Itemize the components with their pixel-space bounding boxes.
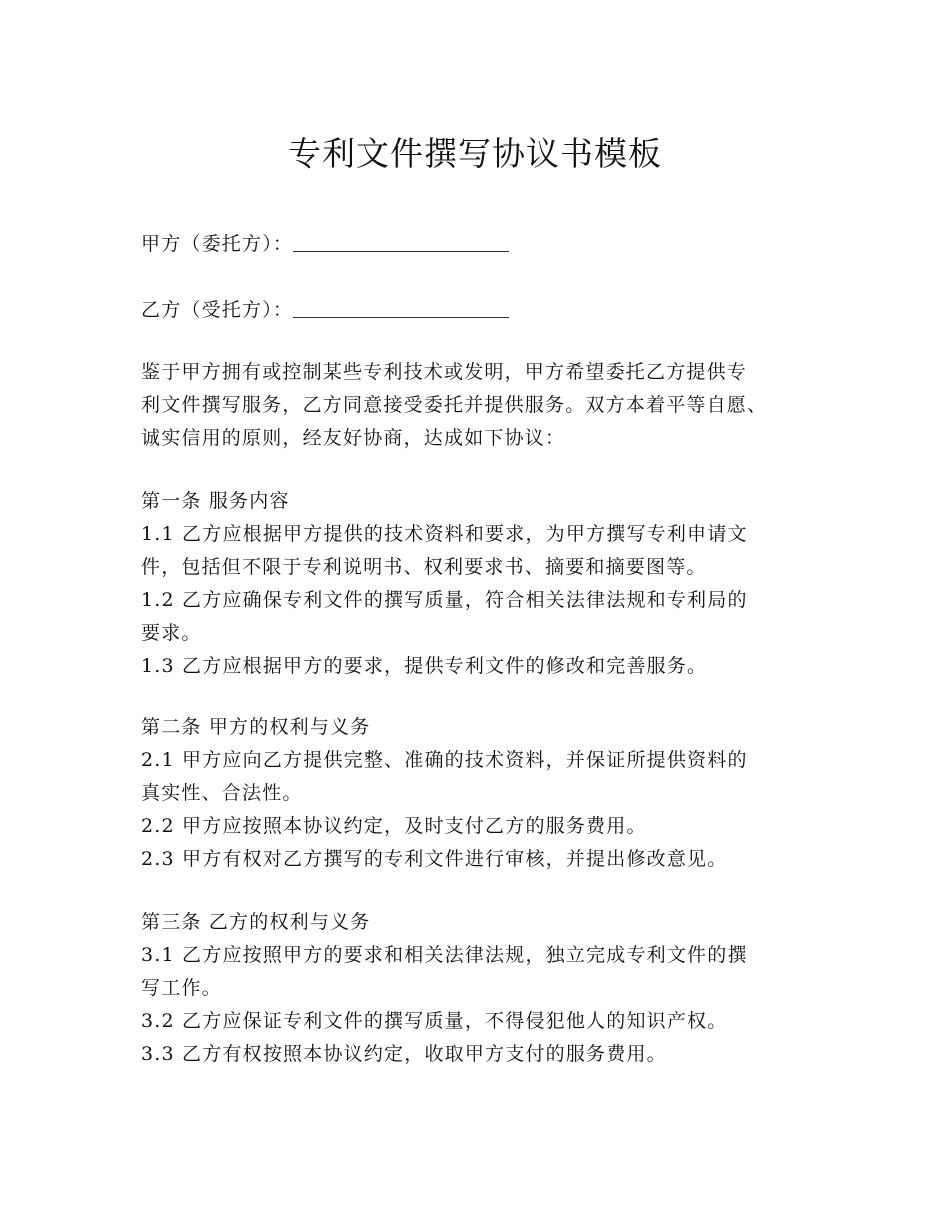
article-3-line: 3.2 乙方应保证专利文件的撰写质量，不得侵犯他人的知识产权。 <box>141 1010 728 1032</box>
article-2-line: 真实性、合法性。 <box>141 782 303 804</box>
article-2 <box>141 711 841 876</box>
article-1-line: 1.2 乙方应确保专利文件的撰写质量，符合相关法律法规和专利局的 <box>141 589 748 611</box>
party-a-label: 甲方（委托方）： <box>141 233 294 255</box>
party-b-line <box>141 294 509 327</box>
preamble-line: 鉴于甲方拥有或控制某些专利技术或发明，甲方希望委托乙方提供专 <box>141 361 748 383</box>
article-1-line: 1.1 乙方应根据甲方提供的技术资料和要求，为甲方撰写专利申请文 <box>141 523 748 545</box>
article-1 <box>141 485 841 683</box>
article-3 <box>141 906 841 1071</box>
article-3-line: 写工作。 <box>141 977 222 999</box>
article-1-line: 1.3 乙方应根据甲方的要求，提供专利文件的修改和完善服务。 <box>141 655 708 677</box>
preamble <box>141 356 841 455</box>
party-b-label: 乙方（受托方）： <box>141 299 294 321</box>
article-1-heading: 第一条 服务内容 <box>141 490 290 512</box>
preamble-line: 利文件撰写服务，乙方同意接受委托并提供服务。双方本着平等自愿、 <box>141 394 768 416</box>
article-1-line: 件，包括但不限于专利说明书、权利要求书、摘要和摘要图等。 <box>141 556 707 578</box>
article-3-heading: 第三条 乙方的权利与义务 <box>141 911 371 933</box>
article-2-line: 2.1 甲方应向乙方提供完整、准确的技术资料，并保证所提供资料的 <box>141 749 748 771</box>
document-title: 专利文件撰写协议书模板 <box>288 134 662 173</box>
article-3-line: 3.3 乙方有权按照本协议约定，收取甲方支付的服务费用。 <box>141 1043 667 1065</box>
article-3-line: 3.1 乙方应按照甲方的要求和相关法律法规，独立完成专利文件的撰 <box>141 944 748 966</box>
article-2-line: 2.2 甲方应按照本协议约定，及时支付乙方的服务费用。 <box>141 815 647 837</box>
party-a-line <box>141 228 509 261</box>
article-1-line: 要求。 <box>141 622 202 644</box>
article-2-line: 2.3 甲方有权对乙方撰写的专利文件进行审核，并提出修改意见。 <box>141 848 728 870</box>
party-a-blank <box>293 229 509 252</box>
preamble-line: 诚实信用的原则，经友好协商，达成如下协议： <box>141 427 566 449</box>
party-b-blank <box>293 295 509 318</box>
article-2-heading: 第二条 甲方的权利与义务 <box>141 716 371 738</box>
